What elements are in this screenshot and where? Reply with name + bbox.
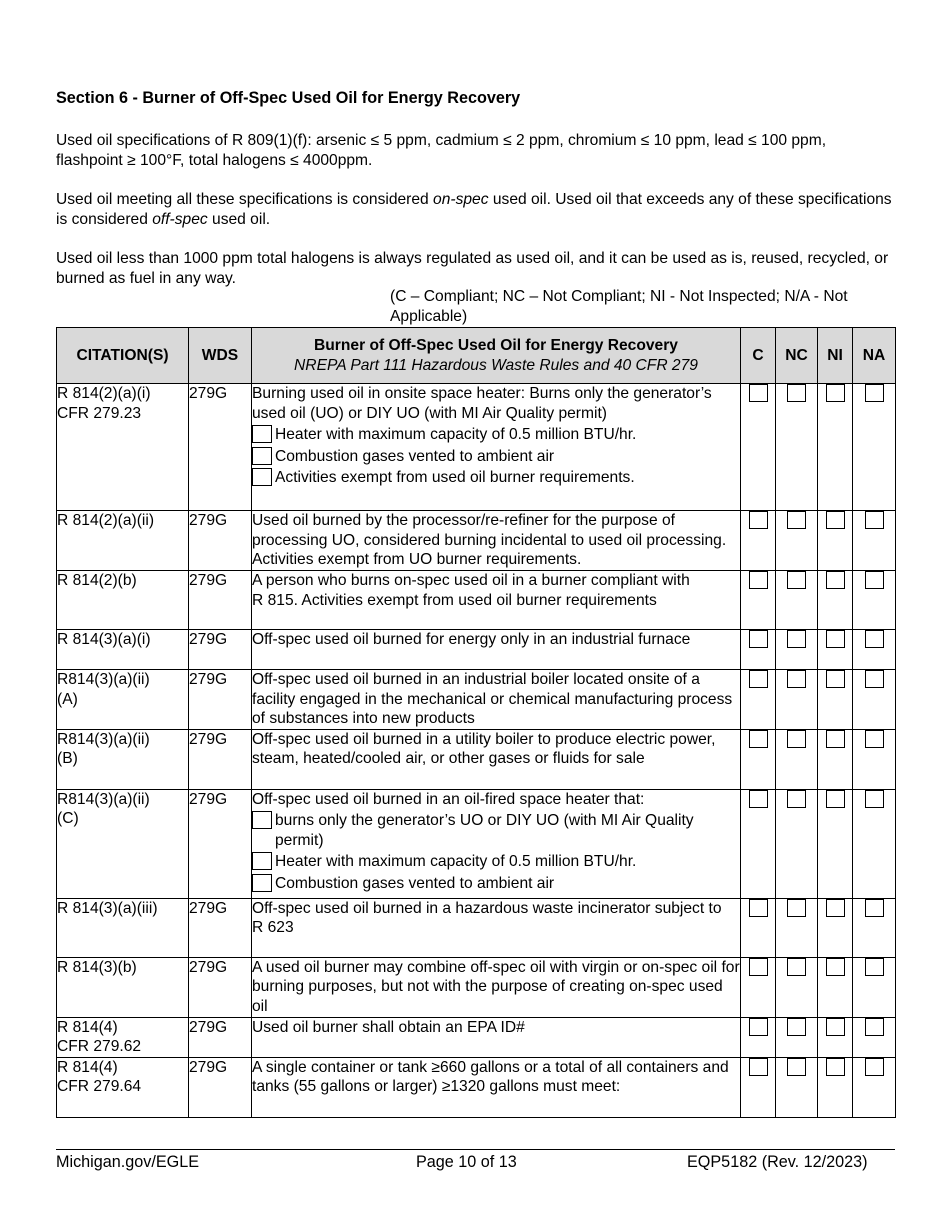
status-cell-nc xyxy=(776,789,818,898)
table-header-row xyxy=(57,328,896,384)
sub-requirement-label: Heater with maximum capacity of 0.5 million BTU/hr. xyxy=(275,853,637,870)
checkbox-nc[interactable] xyxy=(787,899,806,917)
table-row xyxy=(57,789,896,898)
checkbox-ni[interactable] xyxy=(826,899,845,917)
checkbox-ni[interactable] xyxy=(826,790,845,808)
wds-cell: 279G xyxy=(189,729,252,789)
sub-requirement-checkbox[interactable] xyxy=(252,468,272,486)
requirement-text: Off-spec used oil burned in an industrial boiler located onsite of a facility engaged in the mechanical or chemical manufacturing process of substances into new products xyxy=(252,671,733,727)
requirement-cell xyxy=(252,670,741,730)
requirement-text: Off-spec used oil burned in a hazardous waste incinerator subject to R 623 xyxy=(252,899,722,936)
status-cell-na xyxy=(853,1057,896,1117)
status-cell-nc xyxy=(776,511,818,571)
checkbox-na[interactable] xyxy=(865,571,884,589)
header-title: Burner of Off-Spec Used Oil for Energy Recovery xyxy=(314,337,678,354)
status-cell-nc xyxy=(776,898,818,957)
checkbox-c[interactable] xyxy=(749,899,768,917)
header-wds: WDS xyxy=(189,328,252,384)
checkbox-ni[interactable] xyxy=(826,630,845,648)
requirement-text: Used oil burned by the processor/re-refiner for the purpose of processing UO, considered burning incidental to used oil processing. Activities exempt from UO burner requirements. xyxy=(252,512,727,568)
status-cell-ni xyxy=(818,384,853,511)
status-cell-na xyxy=(853,957,896,1017)
status-cell-nc xyxy=(776,670,818,730)
checkbox-nc[interactable] xyxy=(787,1018,806,1036)
sub-requirement xyxy=(252,811,740,850)
citation-cell: R 814(2)(a)(ii) xyxy=(57,511,189,571)
requirement-cell xyxy=(252,729,741,789)
checkbox-na[interactable] xyxy=(865,958,884,976)
checkbox-ni[interactable] xyxy=(826,384,845,402)
citation-cell: R814(3)(a)(ii) (A) xyxy=(57,670,189,730)
wds-cell: 279G xyxy=(189,571,252,630)
checkbox-nc[interactable] xyxy=(787,958,806,976)
header-nc: NC xyxy=(776,328,818,384)
sub-requirement-label: Heater with maximum capacity of 0.5 million BTU/hr. xyxy=(275,426,637,443)
requirement-text: Off-spec used oil burned in a utility boiler to produce electric power, steam, heated/cooled air, or other gases or fluids for sale xyxy=(252,730,716,767)
sub-requirement xyxy=(252,447,740,467)
checkbox-c[interactable] xyxy=(749,1058,768,1076)
requirement-text: Off-spec used oil burned for energy only in an industrial furnace xyxy=(252,631,691,648)
citation-cell: R 814(2)(a)(i) CFR 279.23 xyxy=(57,384,189,511)
status-cell-ni xyxy=(818,1057,853,1117)
sub-requirement-checkbox[interactable] xyxy=(252,425,272,443)
sub-requirement-label: Activities exempt from used oil burner requirements. xyxy=(275,469,635,486)
wds-cell: 279G xyxy=(189,957,252,1017)
requirement-cell xyxy=(252,384,741,511)
table-row xyxy=(57,729,896,789)
checkbox-na[interactable] xyxy=(865,790,884,808)
status-cell-na xyxy=(853,511,896,571)
status-cell-ni xyxy=(818,630,853,670)
checkbox-c[interactable] xyxy=(749,511,768,529)
checkbox-c[interactable] xyxy=(749,630,768,648)
status-cell-nc xyxy=(776,571,818,630)
requirement-text: Off-spec used oil burned in an oil-fired space heater that: xyxy=(252,790,645,808)
wds-cell: 279G xyxy=(189,1017,252,1057)
requirement-cell xyxy=(252,630,741,670)
status-cell-c xyxy=(741,1057,776,1117)
checkbox-na[interactable] xyxy=(865,630,884,648)
table-row xyxy=(57,670,896,730)
checkbox-nc[interactable] xyxy=(787,384,806,402)
citation-cell: R814(3)(a)(ii) (B) xyxy=(57,729,189,789)
table-row xyxy=(57,571,896,630)
checkbox-na[interactable] xyxy=(865,730,884,748)
header-subtitle: NREPA Part 111 Hazardous Waste Rules and 40 CFR 279 xyxy=(294,356,698,374)
status-cell-nc xyxy=(776,957,818,1017)
requirement-text: A single container or tank ≥660 gallons or a total of all containers and tanks (55 gallons or larger) ≥1320 gallons must meet: xyxy=(252,1058,729,1095)
section-title: Section 6 - Burner of Off-Spec Used Oil for Energy Recovery xyxy=(56,89,521,107)
sub-requirement-label: Combustion gases vented to ambient air xyxy=(275,447,555,465)
checkbox-na[interactable] xyxy=(865,384,884,402)
header-c: C xyxy=(741,328,776,384)
table-body xyxy=(57,384,896,1118)
wds-cell: 279G xyxy=(189,630,252,670)
footer-form-number: EQP5182 (Rev. 12/2023) xyxy=(687,1153,868,1171)
checkbox-c[interactable] xyxy=(749,1018,768,1036)
table-row xyxy=(57,384,896,511)
sub-requirement-checkbox[interactable] xyxy=(252,852,272,870)
header-ni: NI xyxy=(818,328,853,384)
header-citation: CITATION(S) xyxy=(57,328,189,384)
status-cell-c xyxy=(741,789,776,898)
sub-requirement-checkbox[interactable] xyxy=(252,447,272,465)
requirement-cell xyxy=(252,571,741,630)
status-cell-ni xyxy=(818,1017,853,1057)
citation-cell: R 814(2)(b) xyxy=(57,571,189,630)
status-cell-na xyxy=(853,898,896,957)
wds-cell: 279G xyxy=(189,384,252,511)
header-description xyxy=(252,328,741,384)
status-cell-ni xyxy=(818,898,853,957)
requirement-text: Burning used oil in onsite space heater: Burns only the generator’s used oil (UO) or DIY UO (with MI Air Quality permit) xyxy=(252,385,712,422)
table-row xyxy=(57,630,896,670)
checkbox-ni[interactable] xyxy=(826,1018,845,1036)
onspec-paragraph: Used oil meeting all these specifications is considered on-spec used oil. Used oil that exceeds any of these specifications is considered off-spec used oil. xyxy=(56,191,892,228)
table-row xyxy=(57,1057,896,1117)
requirement-cell xyxy=(252,957,741,1017)
status-cell-c xyxy=(741,511,776,571)
checkbox-na[interactable] xyxy=(865,1018,884,1036)
status-cell-na xyxy=(853,571,896,630)
table-row xyxy=(57,957,896,1017)
status-cell-nc xyxy=(776,1057,818,1117)
checkbox-nc[interactable] xyxy=(787,1058,806,1076)
status-cell-na xyxy=(853,630,896,670)
wds-cell: 279G xyxy=(189,670,252,730)
status-cell-c xyxy=(741,384,776,511)
table-row xyxy=(57,898,896,957)
status-cell-na xyxy=(853,729,896,789)
checkbox-nc[interactable] xyxy=(787,730,806,748)
table-row xyxy=(57,511,896,571)
wds-cell: 279G xyxy=(189,1057,252,1117)
status-cell-nc xyxy=(776,1017,818,1057)
citation-cell: R 814(3)(a)(i) xyxy=(57,630,189,670)
status-cell-c xyxy=(741,630,776,670)
status-cell-ni xyxy=(818,571,853,630)
status-cell-c xyxy=(741,898,776,957)
sub-requirement xyxy=(252,425,740,445)
status-cell-ni xyxy=(818,670,853,730)
footer-divider xyxy=(56,1149,895,1150)
checkbox-ni[interactable] xyxy=(826,670,845,688)
checkbox-c[interactable] xyxy=(749,958,768,976)
status-cell-c xyxy=(741,957,776,1017)
sub-requirement-checkbox[interactable] xyxy=(252,874,272,892)
status-cell-na xyxy=(853,789,896,898)
requirement-text: A used oil burner may combine off-spec oil with virgin or on-spec oil for burning purposes, but not with the purpose of creating on-spec used oil xyxy=(252,958,740,1015)
table-row xyxy=(57,1017,896,1057)
header-na: NA xyxy=(853,328,896,384)
sub-requirement xyxy=(252,874,740,894)
status-cell-c xyxy=(741,571,776,630)
sub-requirement-checkbox[interactable] xyxy=(252,811,272,829)
status-cell-ni xyxy=(818,729,853,789)
checklist-table xyxy=(56,327,896,1118)
checkbox-c[interactable] xyxy=(749,571,768,589)
citation-cell: R 814(4) CFR 279.62 xyxy=(57,1017,189,1057)
checkbox-ni[interactable] xyxy=(826,1058,845,1076)
status-cell-c xyxy=(741,729,776,789)
checkbox-na[interactable] xyxy=(865,670,884,688)
checkbox-nc[interactable] xyxy=(787,670,806,688)
checkbox-na[interactable] xyxy=(865,511,884,529)
wds-cell: 279G xyxy=(189,511,252,571)
sub-requirement-label: burns only the generator’s UO or DIY UO (with MI Air Quality permit) xyxy=(275,812,694,849)
requirement-cell xyxy=(252,1017,741,1057)
status-cell-ni xyxy=(818,957,853,1017)
checkbox-na[interactable] xyxy=(865,1058,884,1076)
citation-cell: R 814(3)(b) xyxy=(57,957,189,1017)
status-cell-na xyxy=(853,384,896,511)
sub-requirement-label: Combustion gases vented to ambient air xyxy=(275,874,555,892)
status-cell-c xyxy=(741,670,776,730)
checkbox-ni[interactable] xyxy=(826,730,845,748)
requirement-cell xyxy=(252,1057,741,1117)
status-cell-ni xyxy=(818,789,853,898)
requirement-text: A person who burns on-spec used oil in a burner compliant with R 815. Activities exempt from used oil burner requirements xyxy=(252,572,690,609)
compliance-legend: (C – Compliant; NC – Not Compliant; NI - Not Inspected; N/A - Not Applicable) xyxy=(390,288,848,325)
requirement-cell xyxy=(252,898,741,957)
status-cell-ni xyxy=(818,511,853,571)
checkbox-nc[interactable] xyxy=(787,571,806,589)
status-cell-na xyxy=(853,670,896,730)
requirement-text: Used oil burner shall obtain an EPA ID# xyxy=(252,1018,525,1036)
checkbox-c[interactable] xyxy=(749,384,768,402)
status-cell-nc xyxy=(776,729,818,789)
checkbox-nc[interactable] xyxy=(787,790,806,808)
checkbox-c[interactable] xyxy=(749,790,768,808)
wds-cell: 279G xyxy=(189,898,252,957)
status-cell-nc xyxy=(776,630,818,670)
checkbox-nc[interactable] xyxy=(787,511,806,529)
checkbox-nc[interactable] xyxy=(787,630,806,648)
spec-paragraph: Used oil specifications of R 809(1)(f): arsenic ≤ 5 ppm, cadmium ≤ 2 ppm, chromium ≤ 10 ppm, lead ≤ 100 ppm, flashpoint ≥ 100°F, total halogens ≤ 4000ppm. xyxy=(56,132,827,169)
footer-page-number: Page 10 of 13 xyxy=(416,1153,517,1171)
footer-website: Michigan.gov/EGLE xyxy=(56,1153,200,1171)
checkbox-ni[interactable] xyxy=(826,571,845,589)
citation-cell: R 814(4) CFR 279.64 xyxy=(57,1057,189,1117)
citation-cell: R 814(3)(a)(iii) xyxy=(57,898,189,957)
requirement-cell xyxy=(252,789,741,898)
wds-cell: 279G xyxy=(189,789,252,898)
checkbox-ni[interactable] xyxy=(826,958,845,976)
status-cell-na xyxy=(853,1017,896,1057)
checkbox-c[interactable] xyxy=(749,730,768,748)
status-cell-c xyxy=(741,1017,776,1057)
sub-requirement xyxy=(252,852,740,872)
checkbox-c[interactable] xyxy=(749,670,768,688)
sub-requirement xyxy=(252,468,740,488)
halogens-paragraph: Used oil less than 1000 ppm total halogens is always regulated as used oil, and it can be used as is, reused, recycled, or burned as fuel in any way. xyxy=(56,250,889,287)
requirement-cell xyxy=(252,511,741,571)
checkbox-na[interactable] xyxy=(865,899,884,917)
citation-cell: R814(3)(a)(ii) (C) xyxy=(57,789,189,898)
status-cell-nc xyxy=(776,384,818,511)
checkbox-ni[interactable] xyxy=(826,511,845,529)
